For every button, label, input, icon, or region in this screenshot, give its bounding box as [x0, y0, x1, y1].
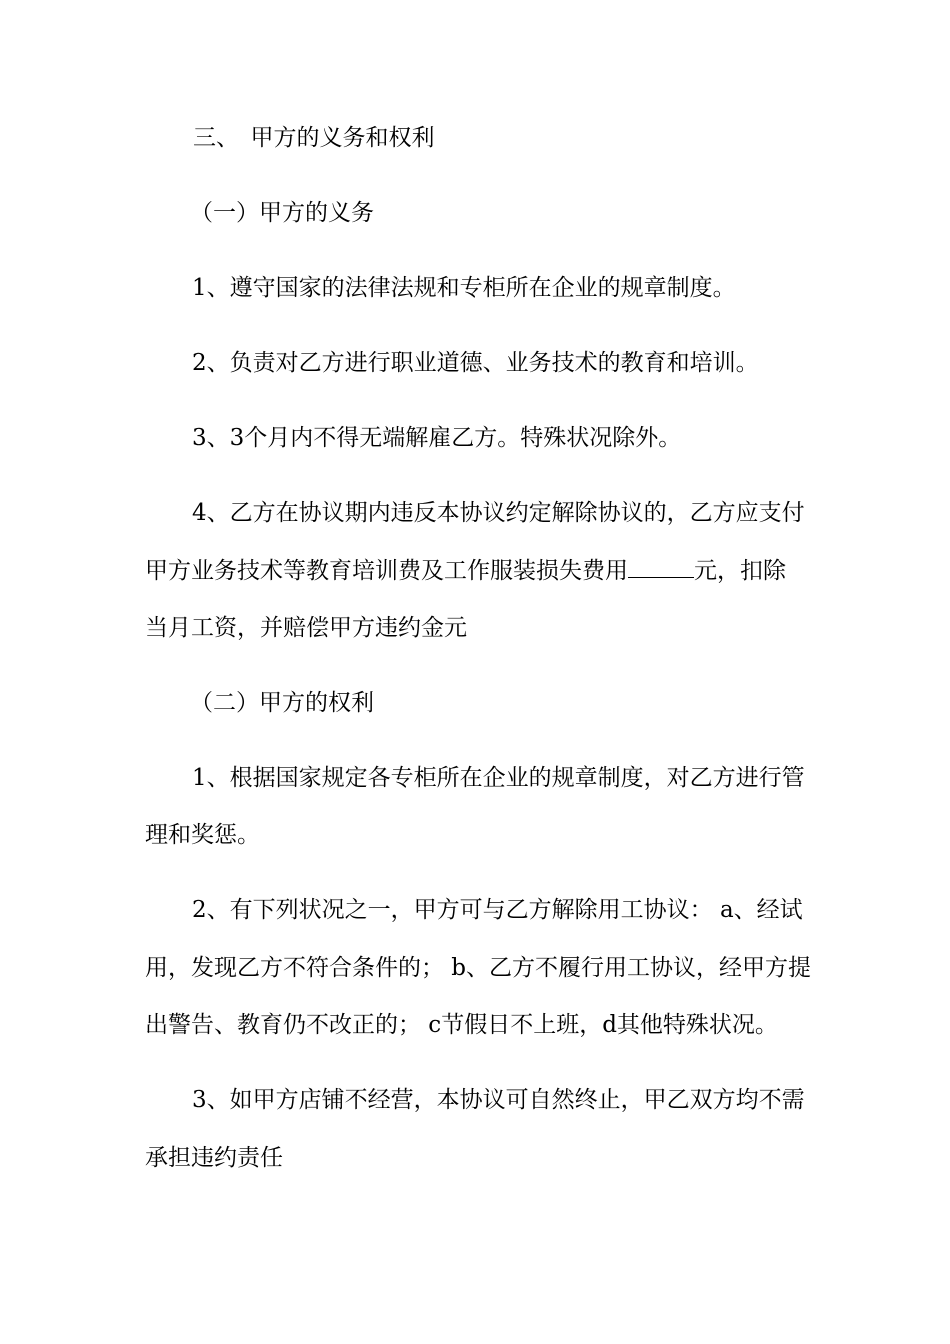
right-item-1-line-2: 理和奖惩。 [145, 822, 260, 848]
duty-item-1: 1、遵守国家的法律法规和专柜所在企业的规章制度。 [192, 275, 736, 301]
duty-item-2: 2、负责对乙方进行职业道德、业务技术的教育和培训。 [192, 350, 759, 376]
duty-item-3: 3、3个月内不得无端解雇乙方。特殊状况除外。 [192, 425, 682, 451]
right-item-1-line-1: 1、根据国家规定各专柜所在企业的规章制度，对乙方进行管 [192, 765, 805, 791]
duty-item-4-line-2 [0, 556, 950, 586]
duty-item-4-line-1: 4、乙方在协议期内违反本协议约定解除协议的，乙方应支付 [192, 500, 805, 526]
right-item-3-line-1: 3、如甲方店铺不经营，本协议可自然终止，甲乙双方均不需 [192, 1087, 805, 1113]
right-item-2-line-3: 出警告、教育仍不改正的； c节假日不上班，d其他特殊状况。 [145, 1012, 778, 1038]
section-title: 三、 甲方的义务和权利 [193, 125, 435, 151]
duties-heading: （一）甲方的义务 [190, 200, 374, 226]
duty-item-4-line-3: 当月工资，并赔偿甲方违约金元 [145, 615, 467, 641]
right-item-2-line-1: 2、有下列状况之一，甲方可与乙方解除用工协议： a、经试 [192, 897, 803, 923]
rights-heading: （二）甲方的权利 [190, 690, 374, 716]
right-item-2-line-2: 用，发现乙方不符合条件的； b、乙方不履行用工协议，经甲方提 [145, 955, 812, 981]
fee-blank-underline [628, 557, 694, 578]
duty-item-4-text-b: 元，扣除 [694, 558, 786, 584]
right-item-3-line-2: 承担违约责任 [145, 1145, 283, 1171]
duty-item-4-text-a: 甲方业务技术等教育培训费及工作服装损失费用 [145, 558, 628, 584]
